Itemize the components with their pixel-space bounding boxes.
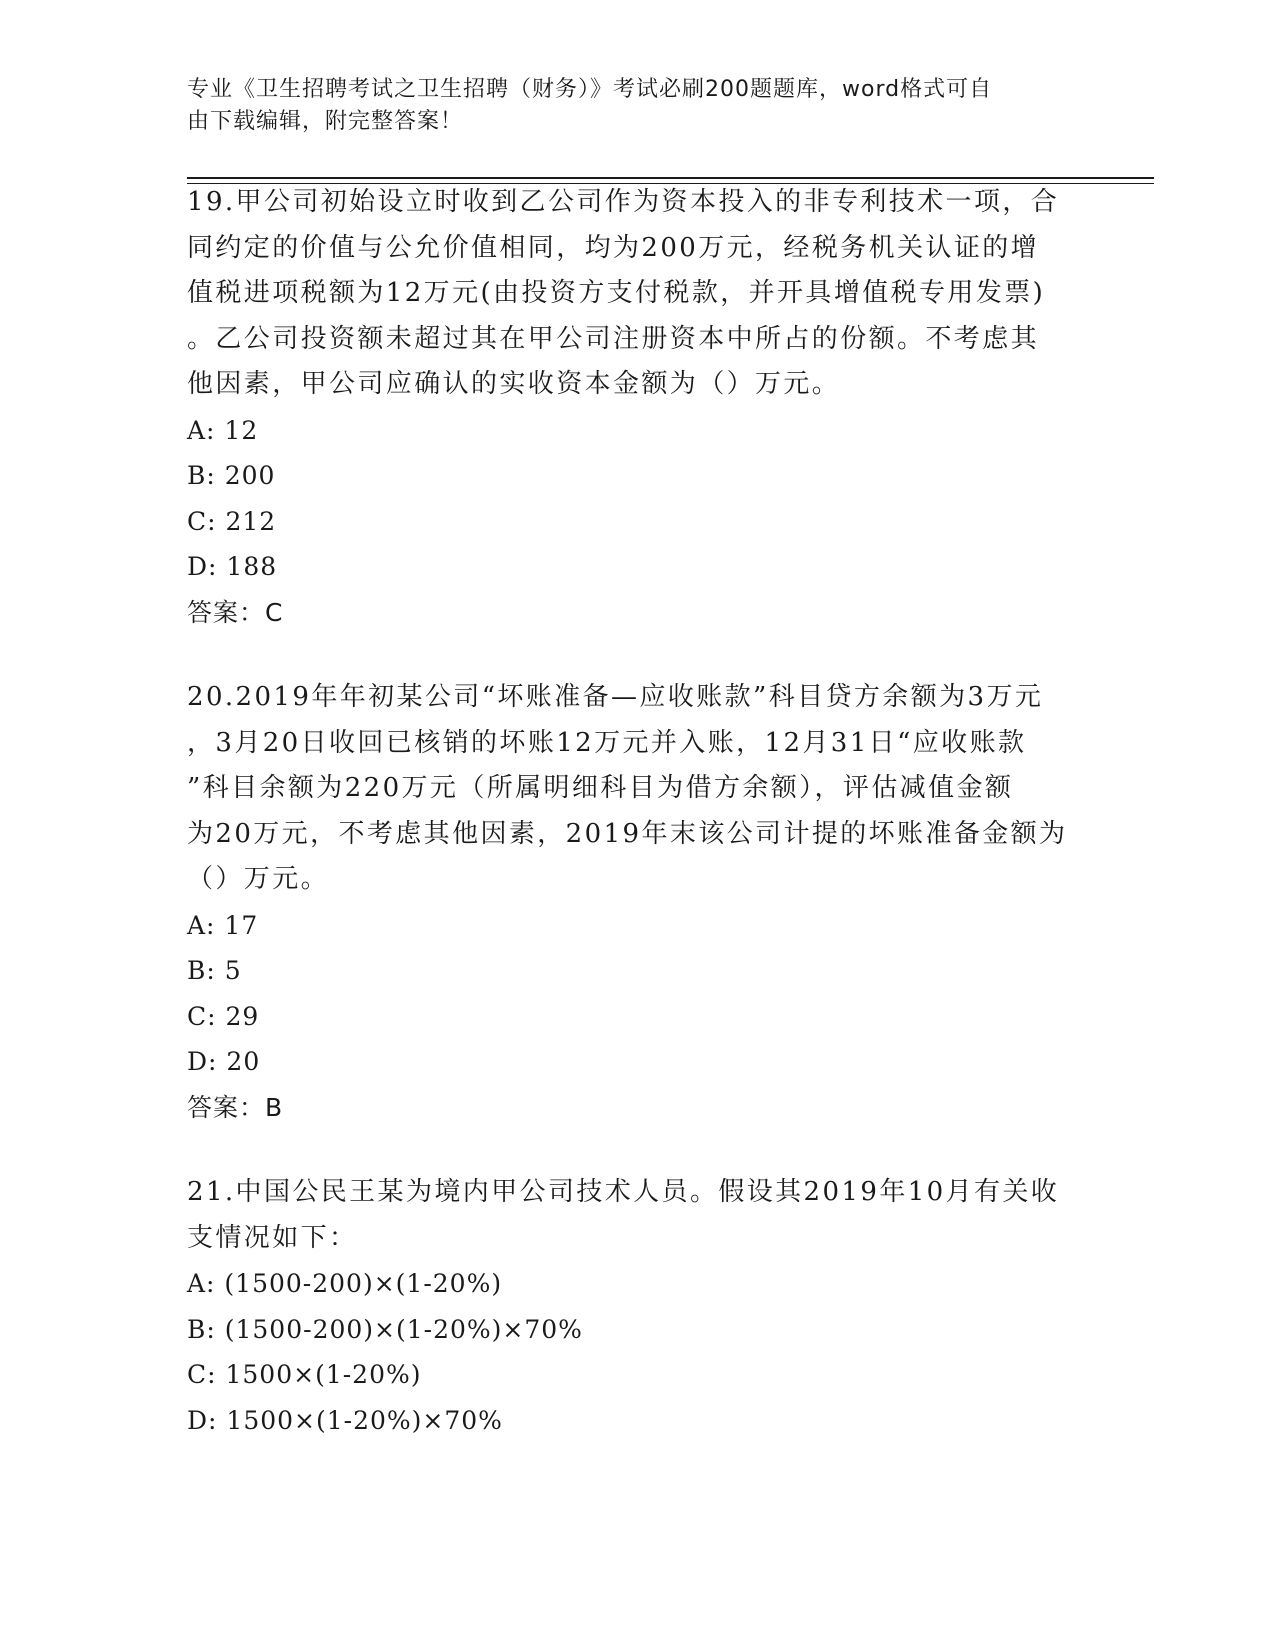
answer-line: 答案：C [187, 597, 284, 627]
option-d: D: 1500×(1-20%)×70% [187, 1405, 503, 1435]
question-text-line: ，3月20日收回已核销的坏账12万元并入账，12月31日“应收账款 [187, 727, 1027, 758]
option-a: A: (1500-200)×(1-20%) [187, 1269, 503, 1298]
question-text-line: （）万元。 [187, 864, 330, 894]
question-21 [187, 1170, 1082, 1443]
answer-line: 答案：B [187, 1092, 284, 1122]
question-text-line: 21.中国公民王某为境内甲公司技术人员。假设其2019年10月有关收 [187, 1177, 1060, 1207]
question-text-line: ”科目余额为220万元（所属明细科目为借方余额），评估减值金额 [187, 773, 1014, 803]
question-20 [187, 675, 1082, 1130]
question-19 [187, 180, 1082, 635]
question-text-line: 支情况如下： [187, 1222, 358, 1253]
option-c: C: 1500×(1-20%) [187, 1360, 422, 1389]
question-text-line: 19.甲公司初始设立时收到乙公司作为资本投入的非专利技术一项，合 [187, 187, 1060, 217]
option-d: D: 20 [187, 1047, 261, 1076]
document-header [187, 74, 1067, 138]
header-title-line-2: 由下载编辑，附完整答案！ [187, 109, 464, 134]
question-text-line: 20.2019年年初某公司“坏账准备—应收账款”科目贷方余额为3万元 [187, 682, 1044, 712]
option-b: B: 5 [187, 956, 242, 985]
option-b: B: 200 [187, 461, 276, 490]
option-c: C: 212 [187, 506, 277, 536]
header-title-line-1: 专业《卫生招聘考试之卫生招聘（财务）》考试必刷200题题库，word格式可自 [187, 77, 993, 102]
question-text-line: 同约定的价值与公允价值相同，均为200万元，经税务机关认证的增 [187, 232, 1040, 263]
option-a: A: 17 [187, 910, 259, 940]
question-text-line: 值税进项税额为12万元(由投资方支付税款，并开具增值税专用发票) [187, 278, 1046, 308]
header-divider-thick [187, 177, 1154, 179]
question-text-line: 。乙公司投资额未超过其在甲公司注册资本中所占的份额。不考虑其 [187, 323, 1040, 354]
question-text-line: 为20万元，不考虑其他因素，2019年末该公司计提的坏账准备金额为 [187, 818, 1068, 849]
option-b: B: (1500-200)×(1-20%)×70% [187, 1314, 583, 1344]
option-a: A: 12 [187, 415, 259, 445]
option-d: D: 188 [187, 552, 278, 581]
question-text-line: 他因素，甲公司应确认的实收资本金额为（）万元。 [187, 369, 841, 399]
option-c: C: 29 [187, 1001, 260, 1031]
